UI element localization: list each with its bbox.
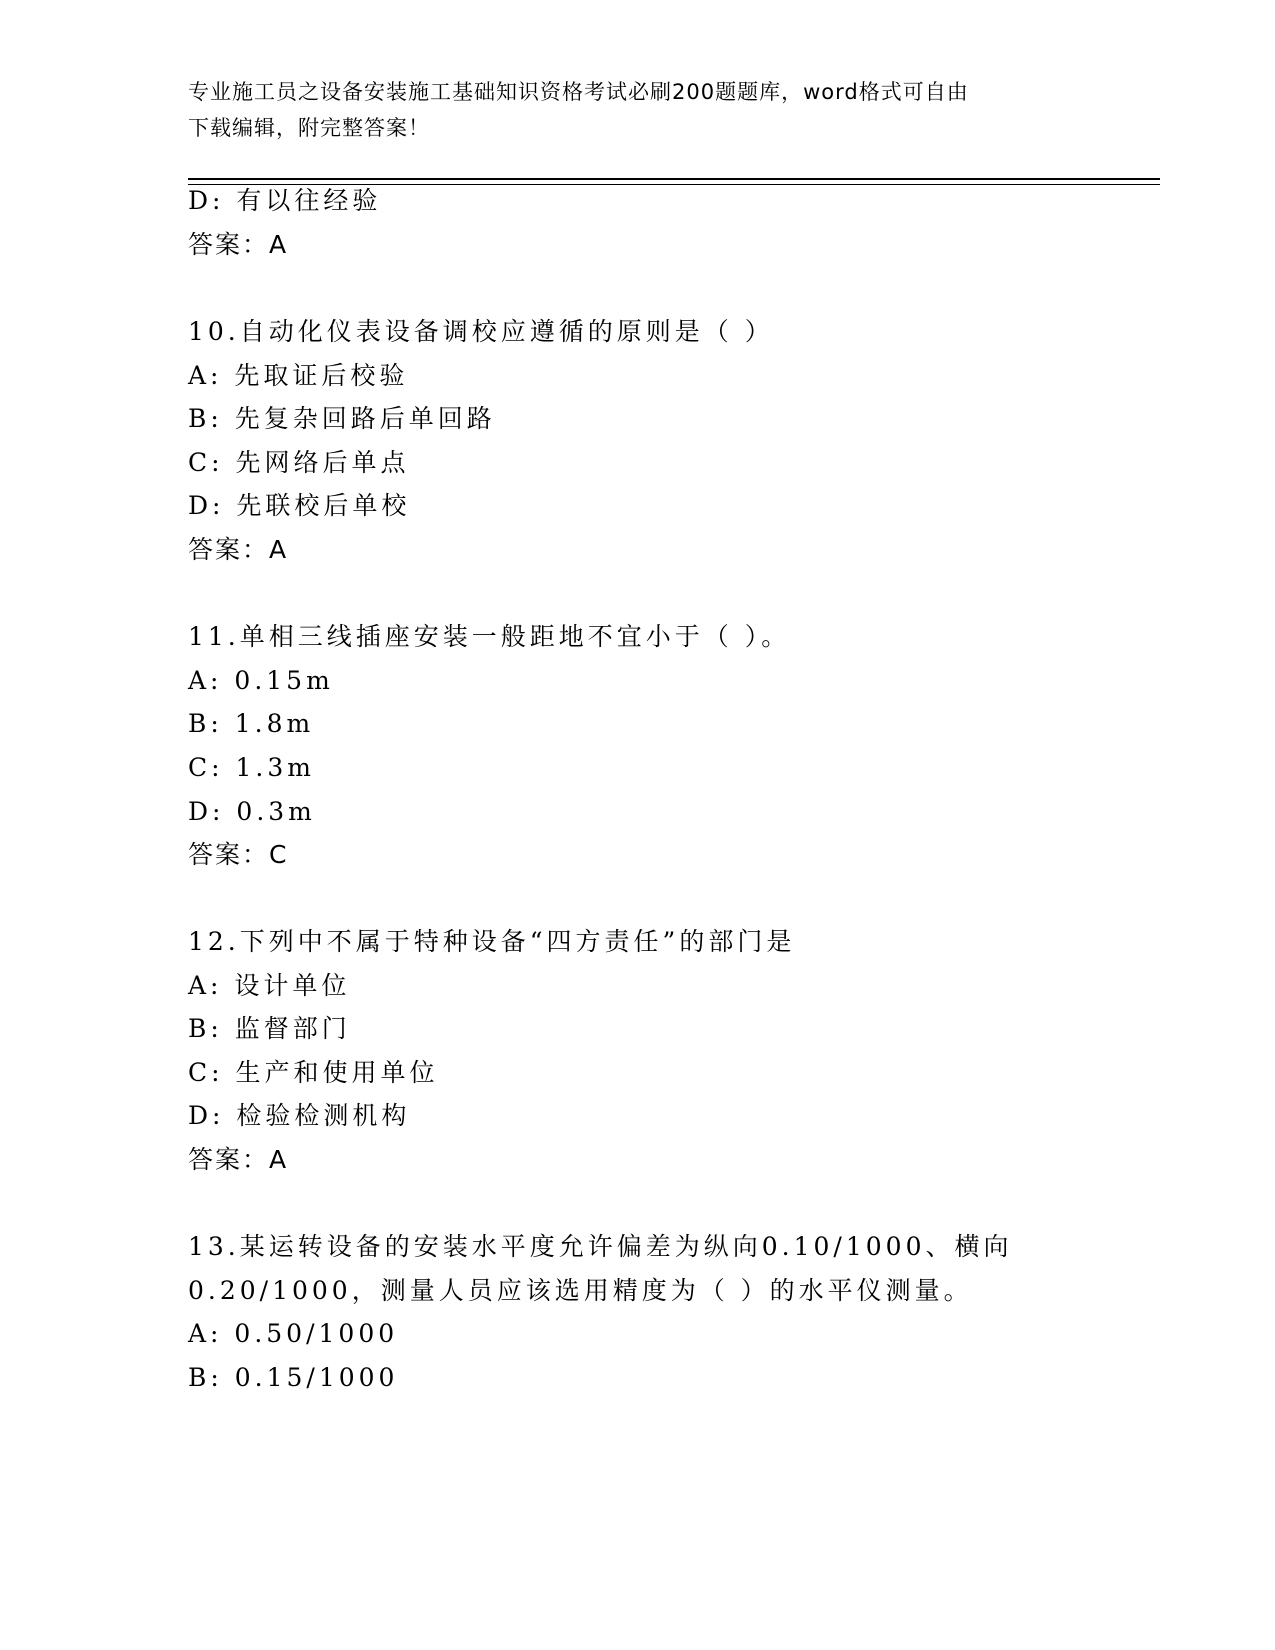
q10-stem: 10.自动化仪表设备调校应遵循的原则是（ ）	[188, 317, 774, 346]
q13-stem-line-2: 0.20/1000，测量人员应该选用精度为（ ）的水平仪测量。	[188, 1276, 973, 1305]
answer-label: 答案：	[188, 230, 270, 259]
q10-option-c: C: 先网络后单点	[188, 448, 410, 477]
q10-answer	[188, 533, 286, 567]
q10-option-a: A: 先取证后校验	[188, 361, 409, 390]
q12-option-b: B: 监督部门	[188, 1014, 351, 1043]
answer-value: A	[269, 535, 287, 564]
q12-option-c: C: 生产和使用单位	[188, 1058, 439, 1087]
q13-stem-line-1: 13.某运转设备的安装水平度允许偏差为纵向0.10/1000、横向	[188, 1232, 1013, 1261]
header-line-1: 专业施工员之设备安装施工基础知识资格考试必刷200题题库，word格式可自由	[188, 80, 969, 104]
q13-option-a: A: 0.50/1000	[188, 1319, 399, 1348]
q11-stem: 11.单相三线插座安装一般距地不宜小于（ ）。	[188, 622, 791, 651]
q11-option-b: B: 1.8m	[188, 709, 315, 738]
header-divider-thick	[188, 178, 1160, 180]
q9-answer	[188, 228, 286, 262]
q12-option-a: A: 设计单位	[188, 971, 351, 1000]
q11-answer	[188, 838, 286, 872]
q13-option-b: B: 0.15/1000	[188, 1363, 399, 1392]
q10-option-b: B: 先复杂回路后单回路	[188, 404, 496, 433]
q10-option-d: D: 先联校后单校	[188, 491, 411, 520]
q11-option-c: C: 1.3m	[188, 753, 315, 782]
answer-label: 答案：	[188, 1145, 270, 1174]
q12-stem: 12.下列中不属于特种设备“四方责任”的部门是	[188, 927, 796, 956]
answer-value: A	[269, 230, 287, 259]
q9-option-d: D: 有以往经验	[188, 186, 382, 215]
answer-label: 答案：	[188, 840, 270, 869]
q11-option-d: D: 0.3m	[188, 797, 316, 826]
document-header	[188, 74, 1068, 146]
q11-option-a: A: 0.15m	[188, 666, 334, 695]
q12-option-d: D: 检验检测机构	[188, 1101, 411, 1130]
answer-value: A	[269, 1145, 287, 1174]
answer-label: 答案：	[188, 535, 270, 564]
q12-answer	[188, 1143, 286, 1177]
header-line-2: 下载编辑，附完整答案！	[188, 116, 430, 140]
answer-value: C	[269, 840, 287, 869]
